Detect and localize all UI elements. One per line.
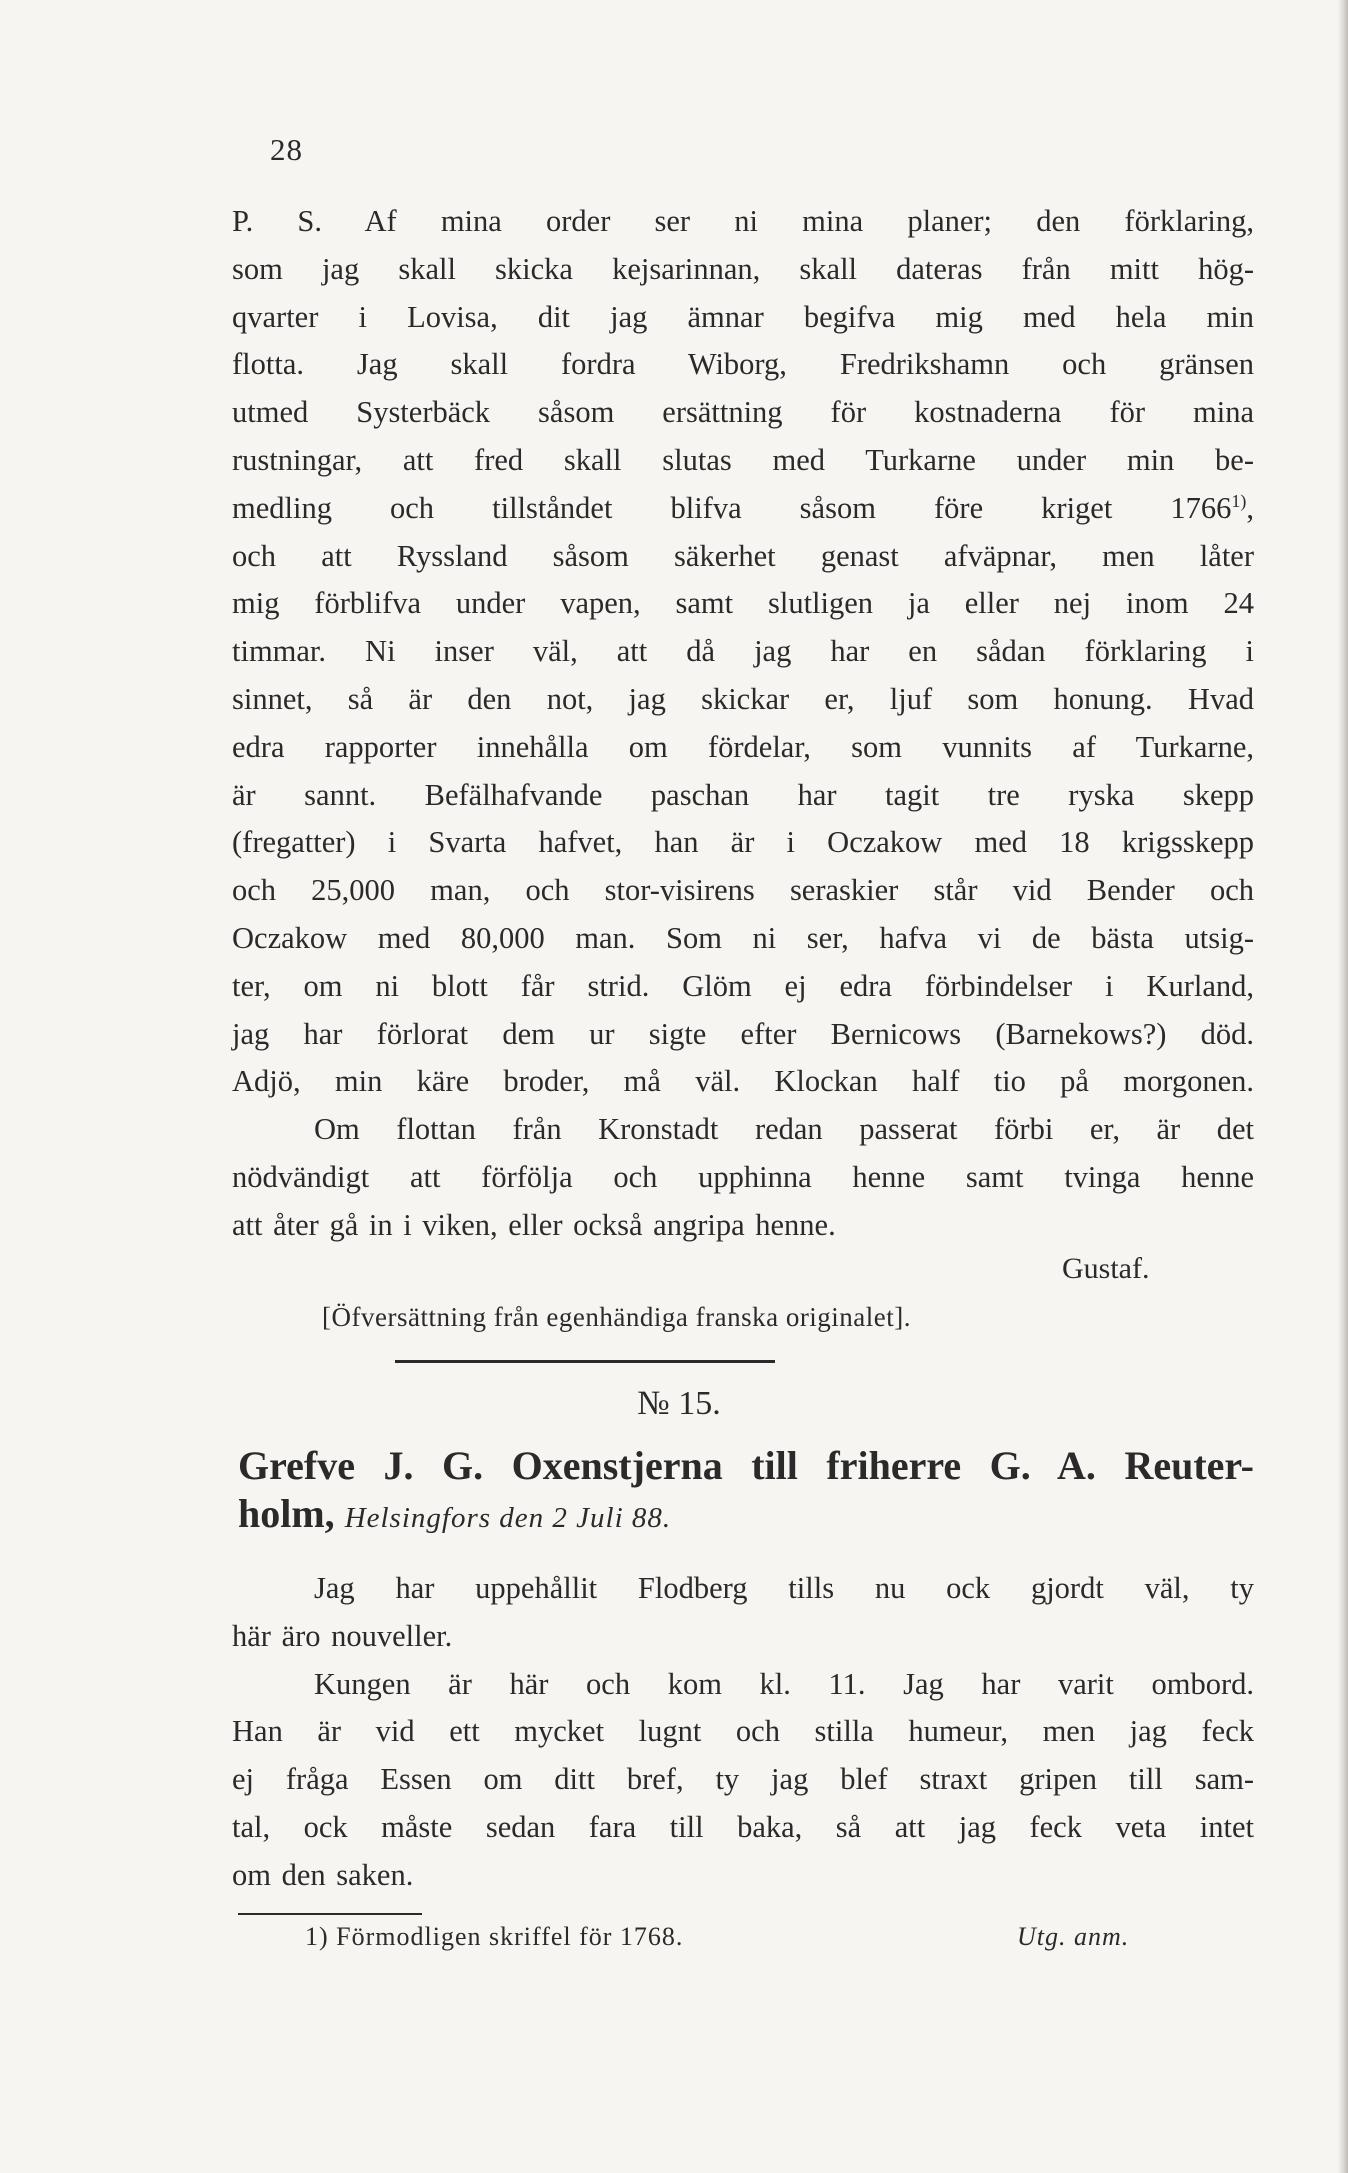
footnote-rule bbox=[238, 1913, 422, 1915]
heading-bold-part: holm, bbox=[238, 1491, 335, 1536]
letter-body bbox=[232, 1565, 1254, 1900]
dateline: Helsingfors den 2 Juli 88. bbox=[344, 1502, 672, 1534]
text-line: jag har förlorat dem ur sigte efter Bernicows (Barnekows?) död. bbox=[232, 1016, 1254, 1051]
section-divider bbox=[395, 1360, 775, 1363]
text-line: att åter gå in i viken, eller också angripa henne. bbox=[232, 1207, 836, 1242]
page-number: 28 bbox=[270, 132, 303, 167]
text-line: timmar. Ni inser väl, att då jag har en sådan förklaring i bbox=[232, 634, 1254, 669]
text-line: Jag har uppehållit Flodberg tills nu ock gjordt väl, ty bbox=[314, 1571, 1254, 1605]
text-line: (fregatter) i Svarta hafvet, han är i Oczakow med 18 krigsskepp bbox=[232, 825, 1254, 860]
text-line-tail: , bbox=[1246, 490, 1254, 525]
text-line: Om flottan från Kronstadt redan passerat förbi er, är det bbox=[314, 1112, 1254, 1147]
footnote-text: Förmodligen skriffel för 1768. bbox=[336, 1922, 684, 1951]
text-line: och 25,000 man, och stor-visirens seraskier står vid Bender och bbox=[232, 873, 1254, 908]
footnote-marker: 1) bbox=[305, 1922, 329, 1951]
heading-line: Grefve J. G. Oxenstjerna till friherre G. A. Reuter- bbox=[238, 1443, 1254, 1488]
text-line: edra rapporter innehålla om fördelar, som vunnits af Turkarne, bbox=[232, 729, 1254, 764]
text-line: rustningar, att fred skall slutas med Turkarne under min be- bbox=[232, 442, 1254, 477]
text-line: Han är vid ett mycket lugnt och stilla humeur, men jag feck bbox=[232, 1714, 1254, 1749]
letter-heading bbox=[238, 1442, 1254, 1542]
text-line: Adjö, min käre broder, må väl. Klockan half tio på morgonen. bbox=[232, 1064, 1254, 1099]
text-line: Oczakow med 80,000 man. Som ni ser, hafva vi de bästa utsig- bbox=[232, 920, 1254, 955]
text-line: qvarter i Lovisa, dit jag ämnar begifva mig med hela min bbox=[232, 299, 1254, 334]
text-line: här äro nouveller. bbox=[232, 1618, 453, 1653]
text-line: är sannt. Befälhafvande paschan har tagit tre ryska skepp bbox=[232, 777, 1254, 812]
text-line: flotta. Jag skall fordra Wiborg, Fredrikshamn och gränsen bbox=[232, 347, 1254, 382]
translation-note: [Öfversättning från egenhändiga franska originalet]. bbox=[322, 1302, 912, 1332]
text-line: Kungen är här och kom kl. 11. Jag har varit ombord. bbox=[314, 1666, 1254, 1701]
footnote bbox=[305, 1922, 1165, 1952]
postscript-paragraph bbox=[232, 198, 1254, 1250]
signature: Gustaf. bbox=[1062, 1252, 1150, 1285]
text-line: mig förblifva under vapen, samt slutligen ja eller nej inom 24 bbox=[232, 586, 1254, 621]
text-line: P. S. Af mina order ser ni mina planer; den förklaring, bbox=[232, 204, 1254, 238]
text-line: nödvändigt att förfölja och upphinna henne samt tvinga henne bbox=[232, 1159, 1254, 1194]
text-line: sinnet, så är den not, jag skickar er, ljuf som honung. Hvad bbox=[232, 681, 1254, 716]
heading-line bbox=[238, 1490, 1254, 1542]
text-line: som jag skall skicka kejsarinnan, skall dateras från mitt hög- bbox=[232, 251, 1254, 286]
text-line: och att Ryssland såsom säkerhet genast afväpnar, men låter bbox=[232, 538, 1254, 573]
text-line: ej fråga Essen om ditt bref, ty jag blef straxt gripen till sam- bbox=[232, 1762, 1254, 1797]
text-line: ter, om ni blott får strid. Glöm ej edra förbindelser i Kurland, bbox=[232, 968, 1254, 1003]
letter-number: № 15. bbox=[637, 1385, 721, 1422]
text-line: medling och tillståndet blifva såsom före kriget 1766 bbox=[232, 490, 1232, 525]
text-line: utmed Systerbäck såsom ersättning för kostnaderna för mina bbox=[232, 395, 1254, 430]
footnote-editor: Utg. anm. bbox=[1017, 1922, 1130, 1951]
page-edge bbox=[1338, 0, 1348, 2173]
text-line: tal, ock måste sedan fara till baka, så att jag feck veta intet bbox=[232, 1809, 1254, 1844]
footnote-reference: 1) bbox=[1231, 490, 1247, 511]
text-line-with-footnote bbox=[232, 485, 1254, 533]
text-line: om den saken. bbox=[232, 1857, 414, 1892]
